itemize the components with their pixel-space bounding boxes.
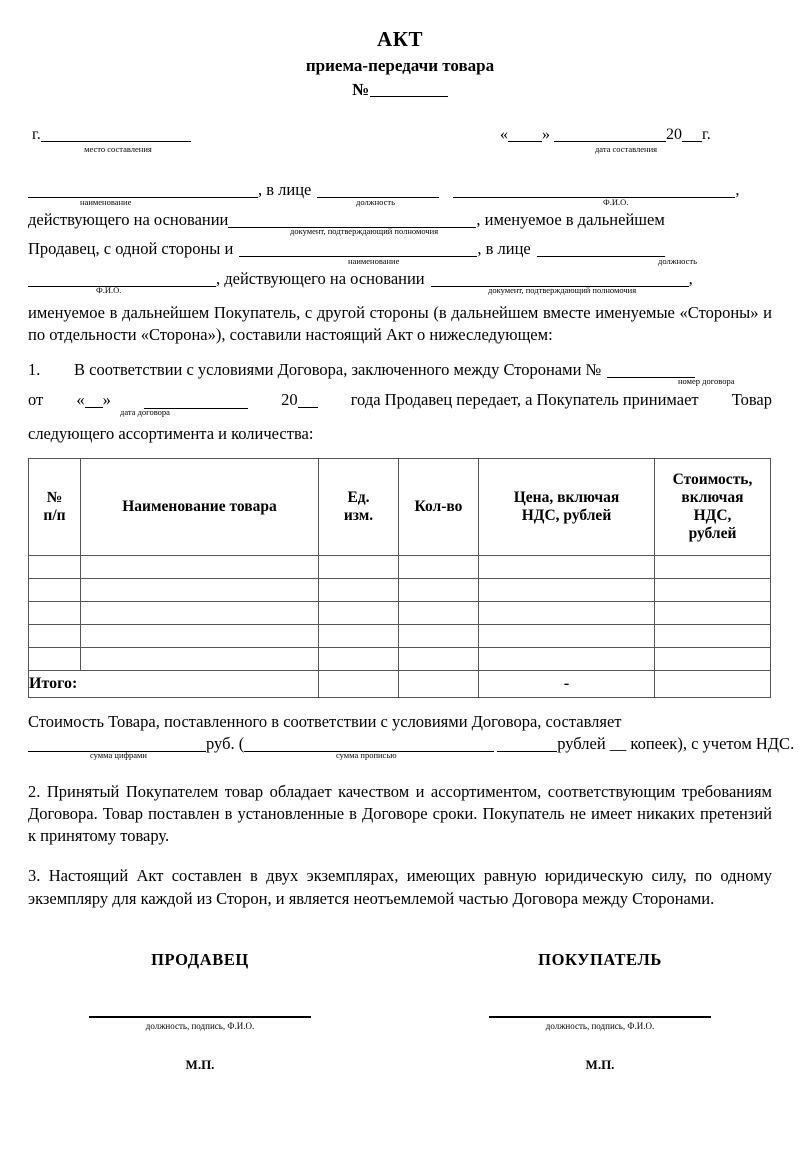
- cell-index[interactable]: [29, 602, 81, 625]
- date-of-drafting: [500, 126, 716, 154]
- col-header-quantity: [399, 459, 479, 556]
- col-header-total-l2: включая: [681, 488, 744, 506]
- year-prefix: 20: [666, 126, 682, 144]
- clause-3: 3. Настоящий Акт составлен в двух экземплярах, имеющих равную юридическую силу, по одному экземпляру для каждой из Сторон, и является неотъемлемой частью Договора между Сторонами.: [28, 866, 772, 908]
- seller-signature-column: [0, 950, 400, 1073]
- cost-captions: [28, 752, 772, 763]
- total-price: -: [479, 671, 655, 698]
- date-open-quote: «: [500, 126, 508, 144]
- seller-signature-caption: должность, подпись, Ф.И.О.: [145, 1020, 255, 1031]
- cell-unit[interactable]: [319, 556, 399, 579]
- table-total-row: [29, 671, 771, 698]
- buyer-title: ПОКУПАТЕЛЬ: [538, 949, 662, 969]
- buyer-position-caption: должность: [658, 255, 697, 266]
- col-header-index-l2: п/п: [43, 507, 66, 525]
- col-header-price: [479, 459, 655, 556]
- clause-1-caption-row: [28, 378, 772, 389]
- contract-year-prefix: 20: [281, 390, 298, 410]
- col-header-price-l2: НДС, рублей: [521, 507, 612, 525]
- col-header-total-l4: рублей: [688, 525, 737, 543]
- day-field[interactable]: [508, 141, 542, 142]
- total-sum[interactable]: [655, 671, 771, 698]
- place-field[interactable]: [41, 141, 191, 142]
- table-row[interactable]: [29, 625, 771, 648]
- kopeck-label: копеек), с учетом НДС.: [630, 733, 795, 753]
- clause-1-text-2: года Продавец передает, а Покупатель принимает: [350, 390, 699, 410]
- party2-acting-label: , действующего на основании: [216, 268, 425, 288]
- document-number-field[interactable]: [370, 96, 448, 97]
- table-row[interactable]: [29, 648, 771, 671]
- total-unit[interactable]: [319, 671, 399, 698]
- amount-digits-caption: сумма цифрами: [90, 750, 147, 761]
- party2-comma: ,: [688, 268, 693, 288]
- place-date-row: [0, 126, 800, 170]
- cell-goods-name[interactable]: [81, 556, 319, 579]
- contract-day-group: [76, 392, 111, 409]
- cell-unit[interactable]: [319, 602, 399, 625]
- cell-total[interactable]: [655, 556, 771, 579]
- col-header-goods-name-l1: Наименование товара: [122, 497, 277, 515]
- seller-authority-caption: документ, подтверждающий полномочия: [290, 226, 439, 237]
- col-header-unit: [319, 459, 399, 556]
- rub-words-label: рублей: [557, 733, 606, 753]
- cell-price[interactable]: [479, 648, 655, 671]
- seller-signature-field[interactable]: [89, 1016, 311, 1018]
- cost-line-1: [28, 714, 772, 731]
- parties-closing-paragraph: именуемое в дальнейшем Покупатель, с другой стороны (в дальнейшем вместе именуемые «Стороны» и по отдельности «Сторона»), составили настоящий Акт о нижеследующем:: [28, 303, 772, 344]
- clause-1-text: В соответствии с условиями Договора, заключенного между Сторонами №: [74, 359, 602, 379]
- col-header-total-l3: НДС,: [693, 507, 732, 525]
- cell-price[interactable]: [479, 602, 655, 625]
- date-close-quote: »: [542, 126, 550, 144]
- cell-quantity[interactable]: [399, 556, 479, 579]
- cell-goods-name[interactable]: [81, 602, 319, 625]
- cell-goods-name[interactable]: [81, 625, 319, 648]
- goods-table-wrap: [0, 458, 800, 698]
- goods-table-foot: [29, 671, 771, 698]
- cell-unit[interactable]: [319, 579, 399, 602]
- party1-line1: [28, 182, 772, 199]
- buyer-name-caption: наименование: [348, 255, 400, 266]
- buyer-fio-caption: Ф.И.О.: [96, 285, 122, 296]
- col-header-goods-name: [81, 459, 319, 556]
- total-label: Итого:: [29, 671, 319, 698]
- cost-section: [0, 714, 800, 763]
- kopeck-blank: __: [609, 733, 627, 753]
- place-of-drafting: [32, 126, 204, 154]
- cell-unit[interactable]: [319, 648, 399, 671]
- party1-authority-caption-row: [28, 228, 772, 239]
- cell-price[interactable]: [479, 579, 655, 602]
- buyer-authority-caption: документ, подтверждающий полномочия: [488, 285, 637, 296]
- cell-index[interactable]: [29, 579, 81, 602]
- year-field[interactable]: [682, 141, 702, 142]
- cell-quantity[interactable]: [399, 625, 479, 648]
- buyer-signature-field[interactable]: [489, 1016, 711, 1018]
- buyer-seal-label: М.П.: [585, 1056, 615, 1072]
- clause-1-line-3: следующего ассортимента и количества:: [28, 423, 314, 443]
- col-header-total-l1: Стоимость,: [672, 470, 753, 488]
- contract-date-caption: дата договора: [120, 406, 170, 417]
- goods-table-head: [29, 459, 771, 556]
- document-number-line: [0, 80, 800, 100]
- clause-1-date-caption-row: [28, 406, 772, 420]
- rub-label: руб. (: [206, 733, 245, 753]
- party1-captions: [28, 196, 772, 210]
- cell-index[interactable]: [29, 556, 81, 579]
- total-quantity[interactable]: [399, 671, 479, 698]
- page-title: АКТ: [377, 27, 423, 51]
- party2-captions: [28, 255, 772, 269]
- seller-name-caption: наименование: [80, 196, 132, 207]
- cell-total[interactable]: [655, 648, 771, 671]
- cell-index[interactable]: [29, 648, 81, 671]
- cell-price[interactable]: [479, 625, 655, 648]
- clause-1-text-3: Товар: [731, 390, 772, 410]
- col-header-total: [655, 459, 771, 556]
- cell-quantity[interactable]: [399, 648, 479, 671]
- cell-quantity[interactable]: [399, 579, 479, 602]
- title-block: [0, 0, 800, 100]
- signature-block: [0, 950, 800, 1073]
- col-header-index: [29, 459, 81, 556]
- seller-role-label: Продавец, с одной стороны и: [28, 239, 234, 259]
- clause-1-number: 1.: [28, 359, 41, 379]
- amount-words-caption: сумма прописью: [336, 750, 397, 761]
- contract-year-group: [281, 392, 318, 409]
- cost-text: Стоимость Товара, поставленного в соответствии с условиями Договора, составляет: [28, 712, 622, 732]
- clause-1-line-1: [28, 359, 772, 379]
- contract-number-caption: номер договора: [678, 376, 735, 387]
- col-header-unit-l2: изм.: [343, 507, 374, 525]
- day-open-quote: «: [76, 390, 85, 410]
- cell-total[interactable]: [655, 579, 771, 602]
- city-prefix: г.: [32, 126, 41, 144]
- clause-2: 2. Принятый Покупателем товар обладает качеством и ассортиментом, соответствующим требованиям Договора. Товар поставлен в установленные в Договоре сроки. Покупатель не имеет никаких претензий к принятому товару.: [28, 782, 772, 846]
- buyer-signature-column: [400, 950, 800, 1073]
- cell-index[interactable]: [29, 625, 81, 648]
- seller-title: ПРОДАВЕЦ: [151, 949, 249, 969]
- party2-line2: [28, 268, 772, 288]
- col-header-unit-l1: Ед.: [347, 488, 370, 506]
- col-header-index-l1: №: [46, 488, 63, 506]
- month-field[interactable]: [554, 141, 666, 142]
- cell-quantity[interactable]: [399, 602, 479, 625]
- buyer-signature-caption: должность, подпись, Ф.И.О.: [545, 1020, 655, 1031]
- table-row[interactable]: [29, 556, 771, 579]
- goods-table: [28, 458, 771, 698]
- table-row[interactable]: [29, 602, 771, 625]
- table-row[interactable]: [29, 579, 771, 602]
- table-header-row: [29, 459, 771, 556]
- parties-section: [0, 182, 800, 298]
- hereinafter-label: , именуемое в дальнейшем: [476, 209, 665, 229]
- contract-from-label: от: [28, 390, 44, 410]
- cell-price[interactable]: [479, 556, 655, 579]
- document-subtitle: приема-передачи товара: [305, 56, 495, 76]
- party2-in-person: , в лице: [477, 239, 531, 259]
- col-header-price-l1: Цена, включая: [513, 488, 620, 506]
- seller-position-caption: должность: [356, 196, 395, 207]
- number-sign: №: [351, 80, 370, 100]
- party2-captions-2: [28, 287, 772, 298]
- year-suffix: г.: [702, 126, 711, 144]
- goods-table-body: [29, 556, 771, 671]
- col-header-quantity-l1: Кол-во: [414, 497, 463, 515]
- place-caption: место составления: [84, 144, 152, 155]
- seller-fio-caption: Ф.И.О.: [603, 196, 629, 207]
- cell-total[interactable]: [655, 625, 771, 648]
- date-caption: дата составления: [594, 144, 658, 155]
- party1-in-person: , в лице: [258, 180, 312, 200]
- cell-unit[interactable]: [319, 625, 399, 648]
- acting-on-basis-label: действующего на основании: [28, 209, 229, 229]
- cell-goods-name[interactable]: [81, 579, 319, 602]
- day-close-quote: »: [102, 390, 111, 410]
- cell-total[interactable]: [655, 602, 771, 625]
- cell-goods-name[interactable]: [81, 648, 319, 671]
- party1-comma: ,: [735, 180, 740, 200]
- seller-seal-label: М.П.: [185, 1056, 215, 1072]
- clause-1: [0, 359, 800, 443]
